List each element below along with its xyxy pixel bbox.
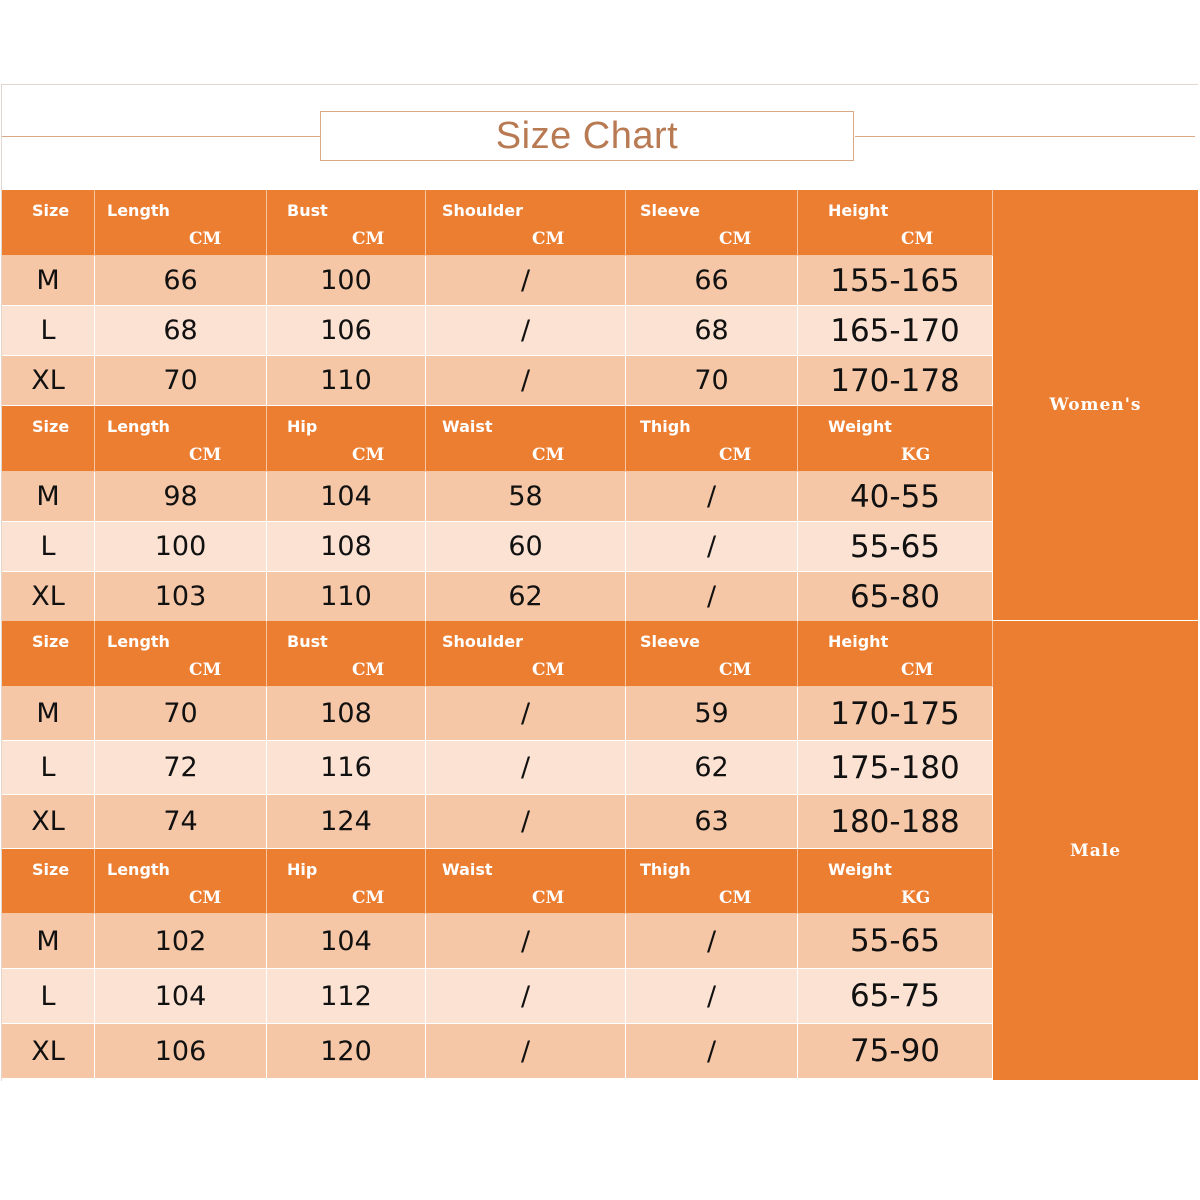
table-cell: 98 [95, 472, 267, 522]
column-header-label: Hip [287, 417, 318, 436]
column-header-unit: CM [352, 445, 385, 465]
table-cell: 75-90 [798, 1024, 993, 1079]
column-header-unit: CM [352, 660, 385, 680]
table-cell: 165-170 [798, 306, 993, 356]
table-cell: XL [2, 572, 95, 622]
column-header-label: Height [828, 201, 889, 220]
column-header [626, 190, 798, 256]
column-header-label: Height [828, 632, 889, 651]
column-header-label: Size [32, 632, 70, 651]
table-cell: XL [2, 795, 95, 849]
column-header [2, 621, 95, 687]
table-cell: L [2, 522, 95, 572]
table-cell: 112 [267, 969, 426, 1024]
table-cell: / [626, 522, 798, 572]
table-cell: 104 [267, 914, 426, 969]
table-cell: / [626, 472, 798, 522]
column-header [267, 621, 426, 687]
column-header [2, 406, 95, 472]
column-header [426, 406, 626, 472]
title-rule-right [855, 136, 1195, 137]
column-header [626, 849, 798, 914]
table-cell: L [2, 969, 95, 1024]
table-cell: M [2, 472, 95, 522]
column-header-unit: CM [532, 660, 565, 680]
column-header-unit: CM [189, 888, 222, 908]
column-header [798, 849, 993, 914]
table-cell: / [426, 1024, 626, 1079]
column-header-label: Waist [442, 860, 493, 879]
table-cell: 60 [426, 522, 626, 572]
column-header [798, 406, 993, 472]
column-header-unit: CM [719, 445, 752, 465]
column-header-unit: CM [719, 660, 752, 680]
table-cell: 103 [95, 572, 267, 622]
table-cell: 65-80 [798, 572, 993, 622]
table-cell: 110 [267, 356, 426, 406]
table-cell: 68 [626, 306, 798, 356]
table-cell: 116 [267, 741, 426, 795]
table-cell: / [426, 356, 626, 406]
column-header [626, 406, 798, 472]
column-header [95, 849, 267, 914]
column-header-unit: CM [532, 888, 565, 908]
column-header-label: Length [107, 417, 170, 436]
column-header-unit: KG [901, 445, 931, 465]
table-cell: 58 [426, 472, 626, 522]
table-cell: 74 [95, 795, 267, 849]
column-header [267, 190, 426, 256]
column-header-unit: KG [901, 888, 931, 908]
table-cell: 62 [426, 572, 626, 622]
column-header-label: Thigh [640, 417, 691, 436]
group-label-womens: Women's [993, 190, 1198, 620]
table-cell: 70 [95, 356, 267, 406]
table-cell: XL [2, 1024, 95, 1079]
column-header-label: Shoulder [442, 632, 523, 651]
table-cell: 65-75 [798, 969, 993, 1024]
table-cell: / [626, 572, 798, 622]
table-cell: 100 [267, 256, 426, 306]
title-rule-left [2, 136, 320, 137]
table-cell: M [2, 914, 95, 969]
table-cell: 104 [95, 969, 267, 1024]
column-header-unit: CM [719, 888, 752, 908]
column-header-label: Sleeve [640, 632, 700, 651]
column-header [426, 621, 626, 687]
table-cell: L [2, 306, 95, 356]
table-cell: 110 [267, 572, 426, 622]
table-cell: 104 [267, 472, 426, 522]
table-cell: / [426, 969, 626, 1024]
column-header-label: Hip [287, 860, 318, 879]
column-header [95, 190, 267, 256]
table-cell: / [426, 256, 626, 306]
table-cell: 68 [95, 306, 267, 356]
column-header [426, 849, 626, 914]
column-header-unit: CM [901, 660, 934, 680]
table-cell: / [426, 914, 626, 969]
column-header-unit: CM [189, 229, 222, 249]
table-cell: M [2, 687, 95, 741]
column-header [798, 621, 993, 687]
table-cell: / [426, 687, 626, 741]
table-cell: 100 [95, 522, 267, 572]
table-cell: 70 [626, 356, 798, 406]
table-cell: 180-188 [798, 795, 993, 849]
table-cell: / [426, 795, 626, 849]
column-header-unit: CM [189, 660, 222, 680]
table-cell: 108 [267, 522, 426, 572]
table-cell: 40-55 [798, 472, 993, 522]
column-header-unit: CM [532, 445, 565, 465]
table-cell: 106 [267, 306, 426, 356]
table-cell: L [2, 741, 95, 795]
table-cell: 59 [626, 687, 798, 741]
table-cell: / [626, 1024, 798, 1079]
table-cell: / [426, 741, 626, 795]
column-header-label: Waist [442, 417, 493, 436]
column-header-unit: CM [901, 229, 934, 249]
column-header-label: Length [107, 860, 170, 879]
column-header-label: Size [32, 417, 70, 436]
table-cell: 108 [267, 687, 426, 741]
column-header [798, 190, 993, 256]
table-cell: 120 [267, 1024, 426, 1079]
column-header [2, 190, 95, 256]
column-header-label: Weight [828, 417, 892, 436]
table-cell: 70 [95, 687, 267, 741]
column-header-label: Bust [287, 632, 328, 651]
column-header [626, 621, 798, 687]
column-header-label: Length [107, 632, 170, 651]
column-header [426, 190, 626, 256]
table-cell: M [2, 256, 95, 306]
table-cell: 124 [267, 795, 426, 849]
page-title: Size Chart [320, 111, 854, 161]
column-header-unit: CM [532, 229, 565, 249]
table-cell: / [626, 914, 798, 969]
table-cell: 55-65 [798, 522, 993, 572]
column-header-label: Length [107, 201, 170, 220]
table-cell: 155-165 [798, 256, 993, 306]
column-header-label: Sleeve [640, 201, 700, 220]
column-header-label: Weight [828, 860, 892, 879]
table-cell: / [426, 306, 626, 356]
table-cell: 175-180 [798, 741, 993, 795]
column-header-label: Size [32, 201, 70, 220]
table-cell: 106 [95, 1024, 267, 1079]
table-cell: / [626, 969, 798, 1024]
column-header-label: Thigh [640, 860, 691, 879]
table-cell: 170-175 [798, 687, 993, 741]
column-header [95, 621, 267, 687]
table-cell: 62 [626, 741, 798, 795]
table-cell: 170-178 [798, 356, 993, 406]
column-header-unit: CM [352, 229, 385, 249]
column-header-unit: CM [719, 229, 752, 249]
column-header [2, 849, 95, 914]
column-header [95, 406, 267, 472]
column-header-label: Size [32, 860, 70, 879]
column-header [267, 849, 426, 914]
column-header-label: Bust [287, 201, 328, 220]
table-cell: 72 [95, 741, 267, 795]
table-cell: 63 [626, 795, 798, 849]
column-header-unit: CM [189, 445, 222, 465]
table-cell: XL [2, 356, 95, 406]
table-cell: 66 [95, 256, 267, 306]
column-header-unit: CM [352, 888, 385, 908]
table-cell: 102 [95, 914, 267, 969]
column-header-label: Shoulder [442, 201, 523, 220]
table-cell: 66 [626, 256, 798, 306]
table-cell: 55-65 [798, 914, 993, 969]
column-header [267, 406, 426, 472]
group-label-male: Male [993, 621, 1198, 1080]
